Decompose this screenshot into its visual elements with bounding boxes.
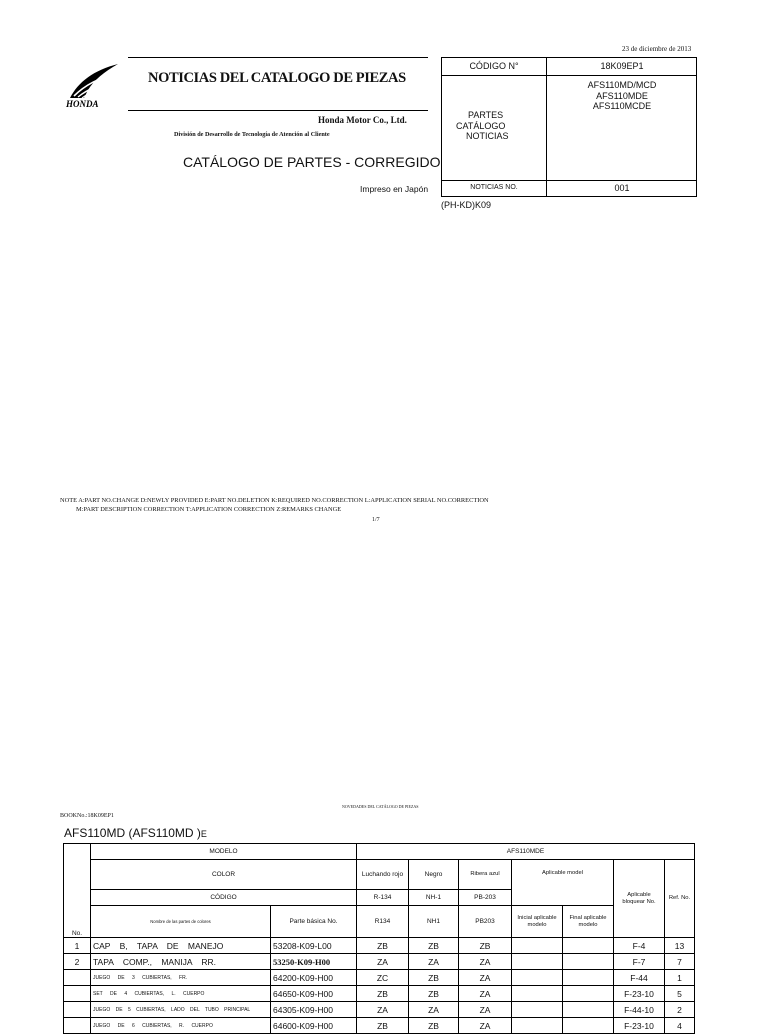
noticias-no-label: NOTICIAS NO. — [470, 184, 518, 191]
model-title-text: AFS110MD (AFS110MD ) — [64, 826, 201, 840]
partes-line: PARTES — [468, 110, 504, 120]
initial-applicable-header: Inicial aplicable modelo — [512, 906, 563, 938]
table-cell: JUEGO DE 5 CUBIERTAS, LADO DEL TUBO PRINCIPAL — [91, 1002, 271, 1018]
table-cell: ZA — [459, 954, 512, 970]
color-name: Negro — [409, 860, 459, 890]
table-cell: 5 — [665, 986, 695, 1002]
info-box — [441, 57, 697, 197]
applicable-model-header: Aplicable model — [512, 860, 614, 906]
table-cell: ZB — [409, 986, 459, 1002]
table-cell: ZB — [357, 1018, 409, 1034]
table-cell: 64305-K09-H00 — [271, 1002, 357, 1018]
table-cell: ZB — [409, 938, 459, 954]
table-cell — [512, 1002, 563, 1018]
table-cell: ZA — [459, 1018, 512, 1034]
company-name: Honda Motor Co., Ltd. — [318, 115, 407, 125]
table-cell: F-44 — [614, 970, 665, 986]
change-code-note — [60, 497, 620, 514]
modelo-label: MODELO — [91, 844, 357, 860]
codigo-value: 18K09EP1 — [600, 61, 644, 71]
color-code: PB-203 — [459, 890, 512, 906]
color-name: Ribera azul — [459, 860, 512, 890]
noticias-line: NOTICIAS — [466, 131, 509, 141]
table-cell: 53208-K09-L00 — [271, 938, 357, 954]
codigo-label: CÓDIGO — [91, 890, 357, 906]
table-cell: ZB — [459, 938, 512, 954]
final-applicable-header: Final aplicable modelo — [563, 906, 614, 938]
color-label: COLOR — [91, 860, 357, 890]
table-cell: F-23-10 — [614, 1018, 665, 1034]
table-cell — [563, 1018, 614, 1034]
table-row — [64, 986, 695, 1002]
table-row — [64, 1018, 695, 1034]
table-cell — [512, 1018, 563, 1034]
table-cell: ZB — [409, 970, 459, 986]
note-line-1: NOTE A:PART NO.CHANGE D:NEWLY PROVIDED E:PART NO.DELETION K:REQUIRED NO.CORRECTION L:APPLICATION SERIAL NO.CORRECTION — [60, 497, 489, 504]
honda-logo-text: HONDA — [66, 99, 99, 108]
table-cell: SET DE 4 CUBIERTAS, L. CUERPO — [91, 986, 271, 1002]
table-cell: ZA — [409, 1002, 459, 1018]
table-cell: ZA — [357, 954, 409, 970]
table-cell: F-4 — [614, 938, 665, 954]
table-cell: ZC — [357, 970, 409, 986]
table-cell: ZA — [357, 1002, 409, 1018]
names-header: Nombre de las partes de colores — [91, 906, 271, 938]
page-number: 1/7 — [372, 517, 380, 523]
model-item: AFS110MCDE — [592, 101, 652, 111]
color-short: R134 — [357, 906, 409, 938]
table-cell — [563, 1002, 614, 1018]
footer-code: (PH-KD)K09 — [441, 200, 492, 210]
note-line-2: M:PART DESCRIPTION CORRECTION T:APPLICATION CORRECTION Z:REMARKS CHANGE — [76, 505, 342, 513]
table-cell: 4 — [665, 1018, 695, 1034]
table-cell: 1 — [665, 970, 695, 986]
no-header: No. — [64, 844, 91, 938]
table-cell: F-7 — [614, 954, 665, 970]
table-cell: TAPA COMP., MANIJA RR. — [91, 954, 271, 970]
table-cell: 64600-K09-H00 — [271, 1018, 357, 1034]
table-cell: 1 — [64, 938, 91, 954]
table-cell: ZA — [409, 954, 459, 970]
table-cell — [563, 938, 614, 954]
table-cell — [64, 986, 91, 1002]
table-cell: 64200-K09-H00 — [271, 970, 357, 986]
color-parts-table — [63, 843, 695, 1034]
color-code: R-134 — [357, 890, 409, 906]
table-cell: ZB — [357, 986, 409, 1002]
model-item: AFS110MD/MCD — [587, 80, 657, 90]
table-cell: F-23-10 — [614, 986, 665, 1002]
table-cell: 64650-K09-H00 — [271, 986, 357, 1002]
table-cell: CAP B, TAPA DE MANEJO — [91, 938, 271, 954]
table-cell — [64, 1002, 91, 1018]
table-cell: JUEGO DE 3 CUBIERTAS, FR. — [91, 970, 271, 986]
table-cell — [512, 970, 563, 986]
table-cell — [563, 954, 614, 970]
table-cell: 2 — [665, 1002, 695, 1018]
partes-catalogo-noticias — [456, 110, 536, 142]
model-section-title — [64, 826, 207, 840]
table-cell — [512, 986, 563, 1002]
honda-wing-logo — [64, 60, 122, 108]
color-short: NH1 — [409, 906, 459, 938]
table-row — [64, 1002, 695, 1018]
printed-in: Impreso en Japón — [360, 184, 429, 194]
table-cell: 53250-K09-H00 — [271, 954, 357, 970]
catalog-subtitle: CATÁLOGO DE PARTES - CORREGIDO — [183, 154, 441, 170]
table-cell — [563, 970, 614, 986]
header-rule-top — [128, 57, 428, 58]
table-cell: 7 — [665, 954, 695, 970]
table-cell — [64, 1018, 91, 1034]
table-cell: ZA — [459, 1002, 512, 1018]
ref-header: Ref. No. — [665, 860, 695, 938]
table-cell: F-44-10 — [614, 1002, 665, 1018]
table-cell — [512, 954, 563, 970]
model-item: AFS110MDE — [596, 90, 648, 101]
table-cell: ZB — [409, 1018, 459, 1034]
table-cell: 2 — [64, 954, 91, 970]
color-name: Luchando rojo — [357, 860, 409, 890]
model-title-suffix: E — [200, 829, 207, 839]
catalogo-line: CATÁLOGO — [456, 120, 506, 131]
table-cell: ZA — [459, 970, 512, 986]
table-cell: JUEGO DE 6 CUBIERTAS, R. CUERPO — [91, 1018, 271, 1034]
header-rule-bottom — [128, 110, 428, 111]
table-row — [64, 970, 695, 986]
table-cell — [64, 970, 91, 986]
table-cell: ZA — [459, 986, 512, 1002]
table-row — [64, 954, 695, 970]
base-part-header: Parte básica No. — [271, 906, 357, 938]
table-row — [64, 938, 695, 954]
notice-date: 23 de diciembre de 2013 — [622, 45, 692, 53]
book-number: BOOKNo.:18K09EP1 — [60, 813, 114, 819]
division-name: División de Desarrollo de Tecnología de Atención al Cliente — [174, 131, 330, 138]
table-cell — [563, 986, 614, 1002]
noticias-no-value: 001 — [614, 183, 630, 193]
page-title: NOTICIAS DEL CATALOGO DE PIEZAS — [148, 70, 406, 86]
codigo-label: CÓDIGO N° — [469, 61, 519, 71]
page2-running-head: NOVEDADES DEL CATÁLOGO DE PIEZAS — [342, 804, 419, 809]
color-code: NH-1 — [409, 890, 459, 906]
block-header: Aplicable bloquear No. — [614, 860, 665, 938]
model-list — [546, 80, 698, 112]
color-short: PB203 — [459, 906, 512, 938]
table-cell — [512, 938, 563, 954]
table-cell: 13 — [665, 938, 695, 954]
modelo-value: AFS110MDE — [357, 844, 695, 860]
table-cell: ZB — [357, 938, 409, 954]
